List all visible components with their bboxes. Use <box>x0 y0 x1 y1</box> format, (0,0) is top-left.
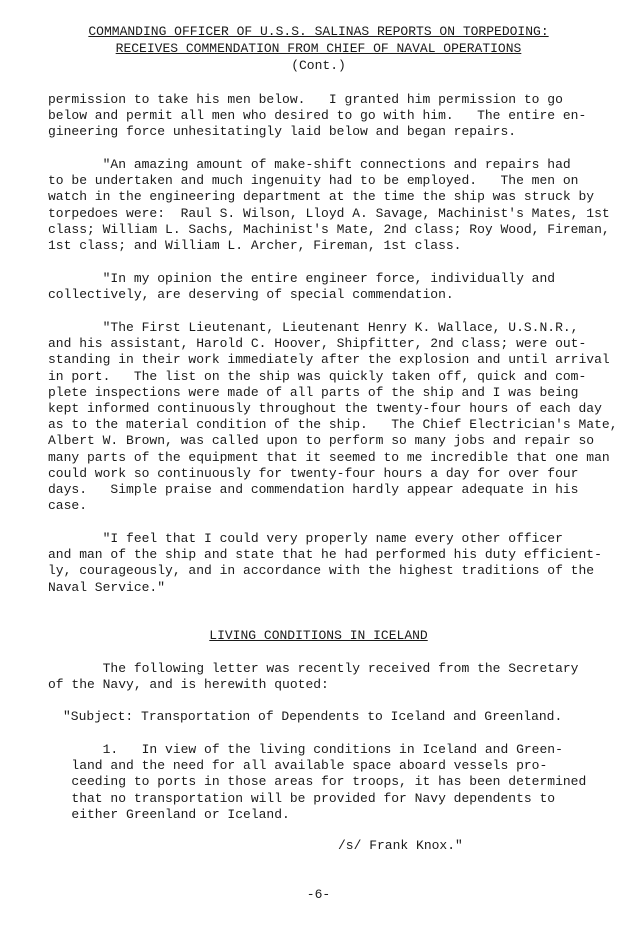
text-line: Naval Service." <box>48 579 166 595</box>
subject-line: "Subject: Transportation of Dependents to Iceland and Greenland. <box>63 709 563 724</box>
text-line: torpedoes were: Raul S. Wilson, Lloyd A. Savage, Machinist's Mates, 1st <box>48 205 610 221</box>
text-line: "An amazing amount of make-shift connections and repairs had <box>48 157 571 172</box>
section-title: LIVING CONDITIONS IN ICELAND <box>209 628 428 643</box>
text-line: case. <box>48 498 88 514</box>
text-line: "I feel that I could very properly name every other officer <box>48 531 563 546</box>
paragraph-5 <box>48 531 618 596</box>
header-line-1: COMMANDING OFFICER OF U.S.S. SALINAS REPORTS ON TORPEDOING: <box>88 24 549 39</box>
text-line: either Greenland or Iceland. <box>48 806 290 822</box>
text-line: 1st class; and William L. Archer, Fireman, 1st class. <box>48 238 462 254</box>
text-line: kept informed continuously throughout the twenty-four hours of each day <box>48 401 602 417</box>
text-line: plete inspections were made of all parts of the ship and I was being <box>48 384 579 400</box>
text-line: The following letter was recently received from the Secretary <box>48 661 579 676</box>
text-line: that no transportation will be provided for Navy dependents to <box>48 790 556 806</box>
text-line: "The First Lieutenant, Lieutenant Henry K. Wallace, U.S.N.R., <box>48 320 579 335</box>
text-line: collectively, are deserving of special commendation. <box>48 287 454 303</box>
text-line: 1. In view of the living conditions in Iceland and Green- <box>48 742 563 757</box>
paragraph-1 <box>48 92 618 141</box>
paragraph-4 <box>48 320 618 514</box>
text-line: could work so continuously for twenty-four hours a day for over four <box>48 465 579 481</box>
text-line: class; William L. Sachs, Machinist's Mate, 2nd class; Roy Wood, Fireman, <box>48 221 610 237</box>
text-line: permission to take his men below. I granted him permission to go <box>48 92 563 107</box>
text-line: below and permit all men who desired to go with him. The entire en- <box>48 108 587 124</box>
text-line: gineering force unhesitatingly laid below and began repairs. <box>48 124 517 140</box>
text-line: in port. The list on the ship was quickly taken off, quick and com- <box>48 368 587 384</box>
signature: /s/ Frank Knox." <box>338 838 463 853</box>
header-line-3: (Cont.) <box>291 58 346 73</box>
header-line-2: RECEIVES COMMENDATION FROM CHIEF OF NAVAL OPERATIONS <box>115 41 522 56</box>
page-number: -6- <box>306 887 331 902</box>
text-line: to be undertaken and much ingenuity had to be employed. The men on <box>48 173 579 189</box>
text-line: and man of the ship and state that he had performed his duty efficient- <box>48 547 602 563</box>
text-line: land and the need for all available space aboard vessels pro- <box>48 758 548 774</box>
text-line: and his assistant, Harold C. Hoover, Shipfitter, 2nd class; were out- <box>48 336 587 352</box>
text-line: days. Simple praise and commendation hardly appear adequate in his <box>48 482 579 498</box>
intro-paragraph <box>48 661 618 693</box>
text-line: standing in their work immediately after the explosion and until arrival <box>48 352 610 368</box>
text-line: of the Navy, and is herewith quoted: <box>48 677 329 693</box>
text-line: watch in the engineering department at the time the ship was struck by <box>48 189 595 205</box>
text-line: Albert W. Brown, was called upon to perform so many jobs and repair so <box>48 433 595 449</box>
text-line: many parts of the equipment that it seemed to me incredible that one man <box>48 449 610 465</box>
text-line: as to the material condition of the ship. The Chief Electrician's Mate, <box>48 417 618 433</box>
numbered-item-1 <box>48 742 618 823</box>
paragraph-2 <box>48 157 618 254</box>
text-line: ly, courageously, and in accordance with the highest traditions of the <box>48 563 595 579</box>
text-line: ceeding to ports in those areas for troops, it has been determined <box>48 774 587 790</box>
text-line: "In my opinion the entire engineer force, individually and <box>48 271 556 286</box>
paragraph-3 <box>48 271 618 303</box>
